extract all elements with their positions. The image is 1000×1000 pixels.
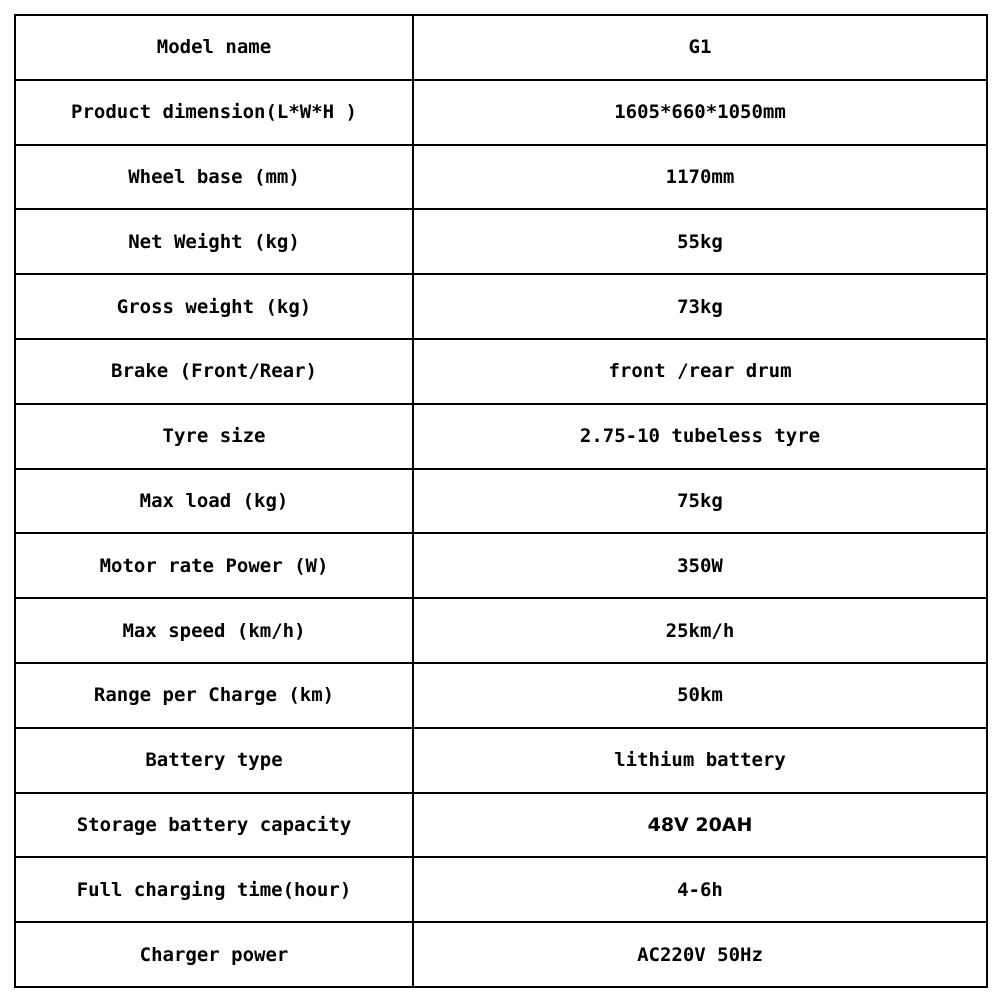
spec-label-motor-power: Motor rate Power (W) [15, 533, 413, 598]
spec-value-model-name: G1 [413, 15, 987, 80]
specification-table [14, 14, 988, 988]
table-row [15, 209, 987, 274]
table-row [15, 922, 987, 987]
spec-value-range-per-charge: 50km [413, 663, 987, 728]
spec-value-motor-power: 350W [413, 533, 987, 598]
table-row [15, 793, 987, 858]
spec-label-model-name: Model name [15, 15, 413, 80]
table-row [15, 404, 987, 469]
spec-value-net-weight: 55kg [413, 209, 987, 274]
table-row [15, 857, 987, 922]
table-row [15, 15, 987, 80]
spec-value-brake: front /rear drum [413, 339, 987, 404]
spec-value-charger-power: AC220V 50Hz [413, 922, 987, 987]
spec-value-tyre-size: 2.75-10 tubeless tyre [413, 404, 987, 469]
table-row [15, 339, 987, 404]
spec-label-charger-power: Charger power [15, 922, 413, 987]
spec-value-max-load: 75kg [413, 469, 987, 534]
spec-label-wheel-base: Wheel base (mm) [15, 145, 413, 210]
spec-label-net-weight: Net Weight (kg) [15, 209, 413, 274]
spec-value-battery-type: lithium battery [413, 728, 987, 793]
table-row [15, 728, 987, 793]
table-row [15, 145, 987, 210]
spec-value-charging-time: 4-6h [413, 857, 987, 922]
spec-label-max-speed: Max speed (km/h) [15, 598, 413, 663]
spec-value-max-speed: 25km/h [413, 598, 987, 663]
spec-label-max-load: Max load (kg) [15, 469, 413, 534]
spec-label-tyre-size: Tyre size [15, 404, 413, 469]
table-row [15, 274, 987, 339]
table-row [15, 533, 987, 598]
spec-value-wheel-base: 1170mm [413, 145, 987, 210]
table-row [15, 469, 987, 534]
specification-table-body [15, 15, 987, 987]
spec-label-charging-time: Full charging time(hour) [15, 857, 413, 922]
spec-label-battery-type: Battery type [15, 728, 413, 793]
spec-value-battery-capacity: 48V 20AH [413, 793, 987, 858]
spec-value-gross-weight: 73kg [413, 274, 987, 339]
spec-label-product-dimension: Product dimension(L*W*H ) [15, 80, 413, 145]
spec-label-range-per-charge: Range per Charge (km) [15, 663, 413, 728]
spec-label-battery-capacity: Storage battery capacity [15, 793, 413, 858]
table-row [15, 598, 987, 663]
table-row [15, 80, 987, 145]
spec-label-gross-weight: Gross weight (kg) [15, 274, 413, 339]
spec-value-product-dimension: 1605*660*1050mm [413, 80, 987, 145]
spec-label-brake: Brake (Front/Rear) [15, 339, 413, 404]
table-row [15, 663, 987, 728]
